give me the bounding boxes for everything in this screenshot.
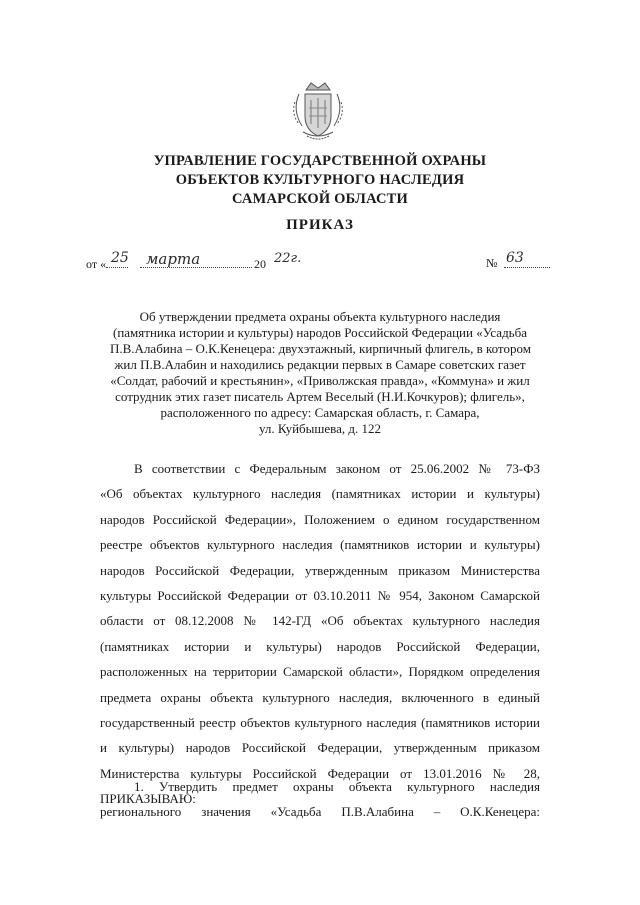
body-line: 1. Утвердить предмет охраны объекта культурного наследия (134, 779, 540, 794)
body-line: «Об объектах культурного наследия (памятниках истории и культуры) (100, 486, 540, 502)
body-line: предмета охраны объекта культурного наследия, включенного в единый (100, 689, 540, 705)
body-paragraph-preamble (100, 456, 540, 812)
order-subject (110, 309, 530, 437)
subject-line: сотрудник этих газет писатель Артем Веселый (Н.И.Кочкуров); флигель», (115, 389, 525, 404)
subject-line: ул. Куйбышева, д. 122 (258, 421, 382, 436)
body-line: и культуры) народов Российской Федерации, утвержденным приказом (100, 740, 540, 756)
coat-of-arms-icon (289, 80, 347, 142)
body-line: культуры Российской Федерации от 03.10.2011 № 954, Законом Самарской (100, 588, 540, 604)
number-underline (504, 267, 550, 268)
month-underline (140, 267, 252, 268)
body-paragraph-item-1 (100, 774, 540, 825)
number-label: № (486, 256, 498, 270)
body-line: народов Российской Федерации», Положением о едином государственном (100, 511, 540, 527)
subject-line: «Солдат, рабочий и крестьянин», «Приволжская правда», «Коммуна» и жил (110, 373, 530, 388)
subject-line: Об утверждении предмета охраны объекта культурного наследия (139, 309, 501, 324)
document-title: ПРИКАЗ (286, 217, 354, 233)
date-month: марта (146, 250, 201, 268)
body-line: Министерства культуры Российской Федерации от 13.01.2016 № 28, (100, 765, 540, 781)
body-line: народов Российской Федерации, утвержденным приказом Министерства (100, 562, 540, 578)
body-line: реестре объектов культурного наследия (памятников истории и культуры) (100, 537, 540, 553)
day-underline (106, 267, 128, 268)
body-line: В соответствии с Федеральным законом от 25.06.2002 № 73-ФЗ (134, 461, 540, 476)
date-number-row (86, 250, 556, 274)
body-line: регионального значения «Усадьба П.В.Алабина – О.К.Кенецера: (100, 804, 540, 820)
subject-line: жил П.В.Алабин и находились редакции первых в Самаре советских газет (114, 357, 526, 372)
date-year-prefix: 20 (254, 257, 266, 271)
organization-name (0, 152, 640, 209)
date-from-label: от « (86, 257, 107, 271)
org-line: УПРАВЛЕНИЕ ГОСУДАРСТВЕННОЙ ОХРАНЫ (153, 153, 487, 169)
body-line: (памятниках истории и культуры) народов Российской Федерации, (100, 638, 540, 654)
body-line: государственный реестр объектов культурного наследия (памятников истории (100, 715, 540, 731)
subject-line: П.В.Алабина – О.К.Кенецера: двухэтажный, кирпичный флигель, в котором (110, 341, 531, 356)
subject-line: (памятника истории и культуры) народов Российской Федерации «Усадьба (113, 325, 527, 340)
body-line: области от 08.12.2008 № 142-ГД «Об объектах культурного наследия (100, 613, 540, 629)
body-line-order-word: ПРИКАЗЫВАЮ: (100, 791, 196, 807)
date-year-suffix: 22г. (274, 251, 302, 266)
subject-line: расположенного по адресу: Самарская область, г. Самара, (160, 405, 480, 420)
org-line: САМАРСКОЙ ОБЛАСТИ (231, 191, 409, 207)
body-line: расположенных на территории Самарской области», Порядком определения (100, 664, 540, 680)
date-day: 25 (111, 250, 129, 266)
order-number: 63 (506, 250, 524, 266)
org-line: ОБЪЕКТОВ КУЛЬТУРНОГО НАСЛЕДИЯ (175, 172, 465, 188)
